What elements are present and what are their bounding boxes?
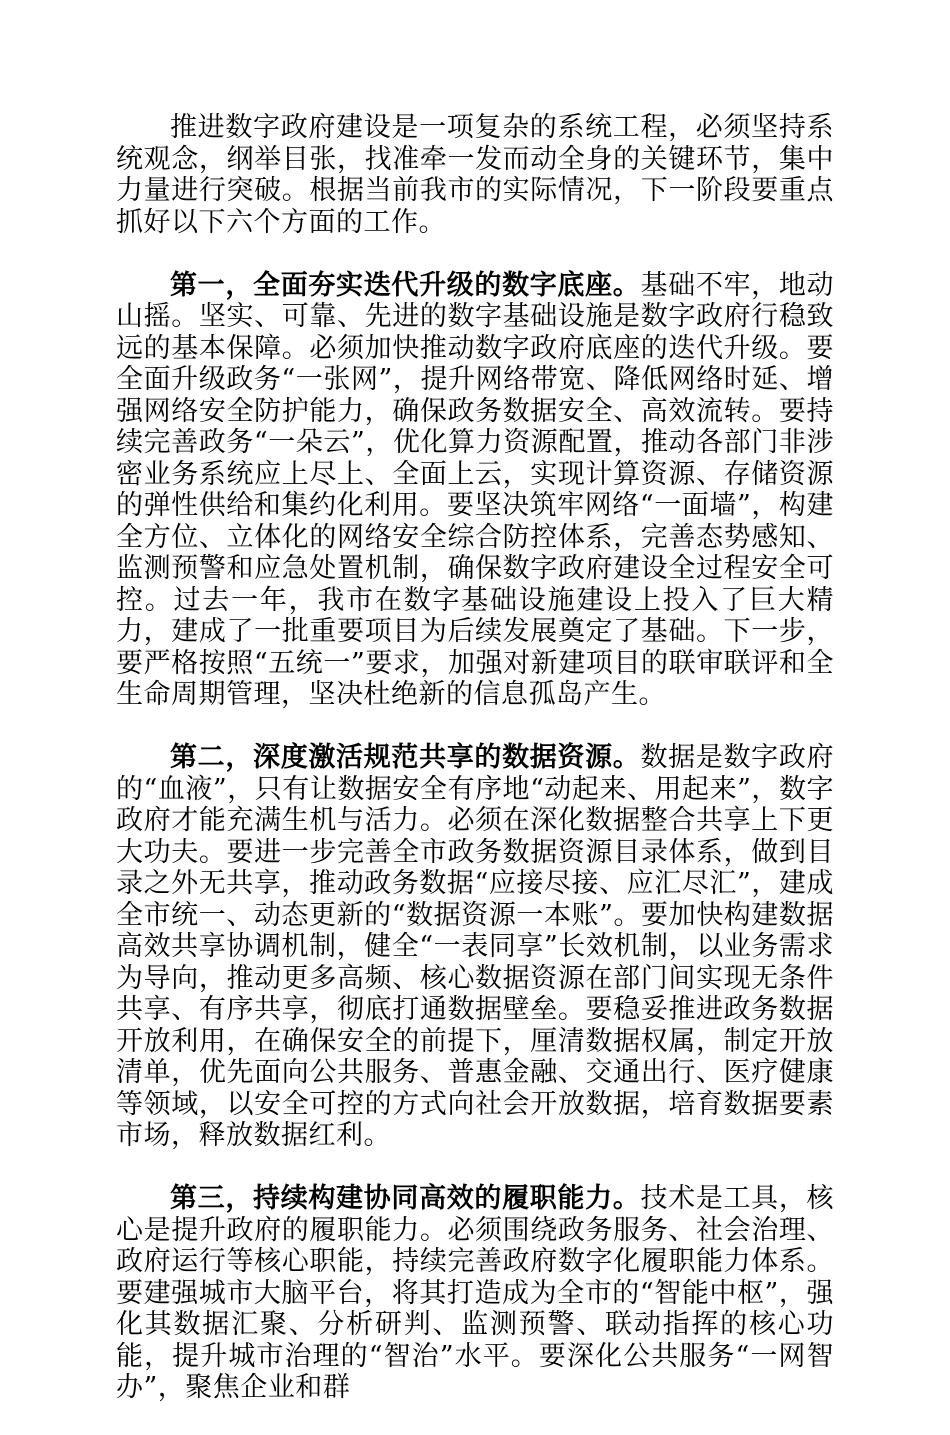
paragraph-intro	[116, 112, 834, 238]
document-page	[116, 112, 834, 1435]
paragraph-intro-text: 推进数字政府建设是一项复杂的系统工程，必须坚持系统观念，纲举目张，找准牵一发而动全身的关键环节，集中力量进行突破。根据当前我市的实际情况，下一阶段要重点抓好以下六个方面的工作。	[116, 112, 834, 238]
paragraph-first-heading: 第一，全面夯实迭代升级的数字底座。	[170, 269, 641, 301]
paragraph-first-text: 基础不牢，地动山摇。坚实、可靠、先进的数字基础设施是数字政府行稳致远的基本保障。必须加快推动数字政府底座的迭代升级。要全面升级政务“一张网”，提升网络带宽、降低网络时延、增强网络安全防护能力，确保政务数据安全、高效流转。要持续完善政务“一朵云”，优化算力资源配置，推动各部门非涉密业务系统应上尽上、全面上云，实现计算资源、存储资源的弹性供给和集约化利用。要坚决筑牢网络“一面墙”，构建全方位、立体化的网络安全综合防控体系，完善态势感知、监测预警和应急处置机制，确保数字政府建设全过程安全可控。过去一年，我市在数字基础设施建设上投入了巨大精力，建成了一批重要项目为后续发展奠定了基础。下一步，要严格按照“五统一”要求，加强对新建项目的联审联评和全生命周期管理，坚决杜绝新的信息孤岛产生。	[116, 269, 835, 710]
paragraph-second-heading: 第二，深度激活规范共享的数据资源。	[170, 742, 641, 773]
paragraph-third-heading: 第三，持续构建协同高效的履职能力。	[170, 1183, 641, 1214]
paragraph-third-text: 技术是工具，核心是提升政府的履职能力。必须围绕政务服务、社会治理、政府运行等核心职能，持续完善政府数字化履职能力体系。要建强城市大脑平台，将其打造成为全市的“智能中枢”，强化其数据汇聚、分析研判、监测预警、联动指挥的核心功能，提升城市治理的“智治”水平。要深化公共服务“一网智办”，聚焦企业和群	[116, 1183, 835, 1403]
paragraph-first	[116, 270, 834, 711]
paragraph-second-text: 数据是数字政府的“血液”，只有让数据安全有序地“动起来、用起来”，数字政府才能充满生机与活力。必须在深化数据整合共享上下更大功夫。要进一步完善全市政务数据资源目录体系，做到目录之外无共享，推动政务数据“应接尽接、应汇尽汇”，建成全市统一、动态更新的“数据资源一本账”。要加快构建数据高效共享协调机制，健全“一表同享”长效机制，以业务需求为导向，推动更多高频、核心数据资源在部门间实现无条件共享、有序共享，彻底打通数据壁垒。要稳妥推进政务数据开放利用，在确保安全的前提下，厘清数据权属，制定开放清单，优先面向公共服务、普惠金融、交通出行、医疗健康等领域，以安全可控的方式向社会开放数据，培育数据要素市场，释放数据红利。	[116, 742, 835, 1151]
paragraph-second	[116, 742, 834, 1152]
paragraph-third	[116, 1183, 834, 1404]
